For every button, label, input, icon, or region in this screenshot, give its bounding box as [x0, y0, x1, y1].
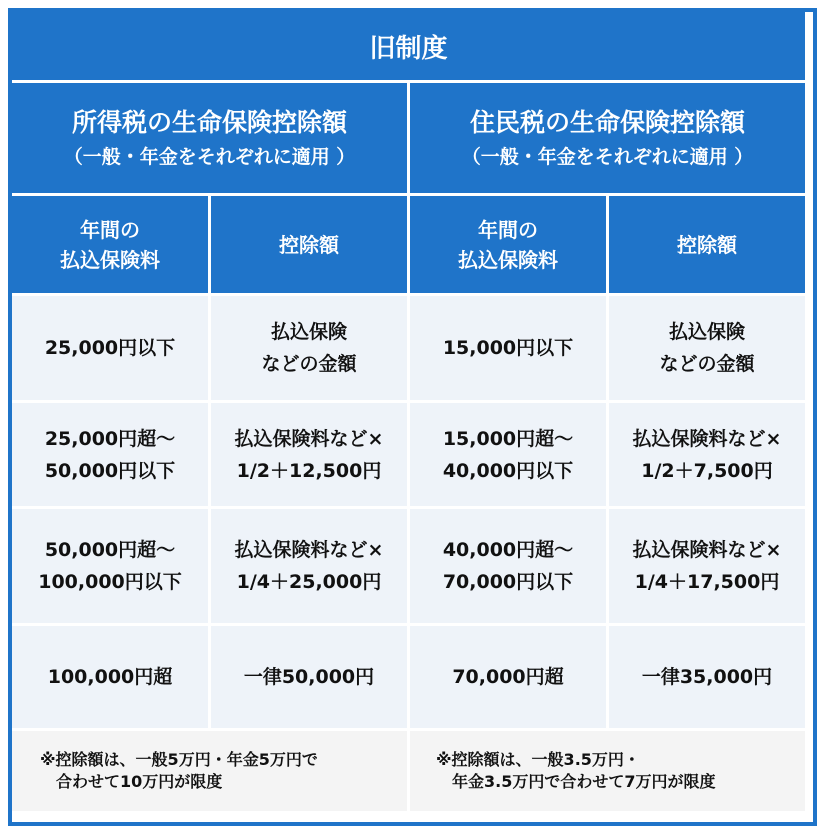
table-cell	[609, 509, 805, 623]
table-cell	[410, 296, 606, 400]
cell-line: 1/2＋7,500円	[641, 459, 773, 482]
cell-line: 払込保険	[270, 321, 347, 343]
cell-line: などの金額	[261, 353, 357, 375]
table-cell	[12, 509, 208, 623]
cell-line: 1/4＋25,000円	[236, 571, 382, 593]
col-header-line: 年間の	[478, 217, 538, 242]
income-tax-note	[12, 731, 407, 811]
cell-line: 25,000円以下	[44, 337, 176, 359]
col-header-line: 控除額	[677, 232, 737, 257]
deduction-table	[12, 12, 813, 822]
cell-line: 70,000円超	[452, 666, 564, 688]
cell-line: 1/2＋12,500円	[236, 459, 382, 482]
cell-line: 15,000円以下	[442, 337, 574, 359]
cell-line: 50,000円超〜	[44, 539, 176, 561]
table-cell	[609, 403, 805, 506]
cell-line: 払込保険料など×	[234, 539, 384, 561]
col-header-rt-premium	[410, 196, 606, 293]
note-line: ※控除額は、一般5万円・年金5万円で	[40, 750, 318, 769]
cell-line: 1/4＋17,500円	[634, 571, 780, 593]
col-header-it-deduction	[211, 196, 407, 293]
col-header-line: 控除額	[279, 232, 339, 257]
cell-line: 払込保険	[668, 321, 745, 343]
table-cell	[12, 626, 208, 728]
cell-line: 40,000円以下	[442, 459, 574, 482]
cell-line: 100,000円超	[47, 666, 173, 688]
cell-line: 払込保険料など×	[632, 539, 782, 561]
table-cell	[211, 296, 407, 400]
table-cell	[609, 626, 805, 728]
income-tax-subtitle: （一般・年金をそれぞれに適用 ）	[63, 146, 356, 168]
table-cell	[410, 509, 606, 623]
table-cell	[12, 403, 208, 506]
cell-line: 25,000円超〜	[44, 427, 176, 450]
cell-line: 払込保険料など×	[234, 427, 384, 450]
cell-line: 70,000円以下	[442, 571, 574, 593]
col-header-line: 年間の	[80, 217, 140, 242]
resident-tax-header	[410, 83, 805, 193]
col-header-rt-deduction	[609, 196, 805, 293]
cell-line: 50,000円以下	[44, 459, 176, 482]
table-title: 旧制度	[12, 12, 805, 80]
cell-line: 一律35,000円	[641, 666, 773, 688]
table-cell	[211, 509, 407, 623]
table-cell	[609, 296, 805, 400]
table-cell	[211, 626, 407, 728]
resident-tax-title: 住民税の生命保険控除額	[469, 108, 745, 137]
table-cell	[410, 403, 606, 506]
table-cell	[12, 296, 208, 400]
resident-tax-note	[410, 731, 805, 811]
resident-tax-subtitle: （一般・年金をそれぞれに適用 ）	[461, 146, 754, 168]
table-cell	[410, 626, 606, 728]
col-header-line: 払込保険料	[458, 247, 558, 272]
income-tax-header	[12, 83, 407, 193]
col-header-it-premium	[12, 196, 208, 293]
cell-line: 100,000円以下	[38, 571, 182, 593]
income-tax-title: 所得税の生命保険控除額	[71, 108, 347, 137]
note-line: 年金3.5万円で合わせて7万円が限度	[436, 772, 716, 791]
note-line: 合わせて10万円が限度	[40, 772, 223, 791]
table-cell	[211, 403, 407, 506]
cell-line: 40,000円超〜	[442, 539, 574, 561]
cell-line: 一律50,000円	[243, 666, 375, 688]
cell-line: 15,000円超〜	[442, 427, 574, 450]
cell-line: などの金額	[659, 353, 755, 375]
cell-line: 払込保険料など×	[632, 427, 782, 450]
col-header-line: 払込保険料	[60, 247, 160, 272]
note-line: ※控除額は、一般3.5万円・	[436, 750, 640, 769]
